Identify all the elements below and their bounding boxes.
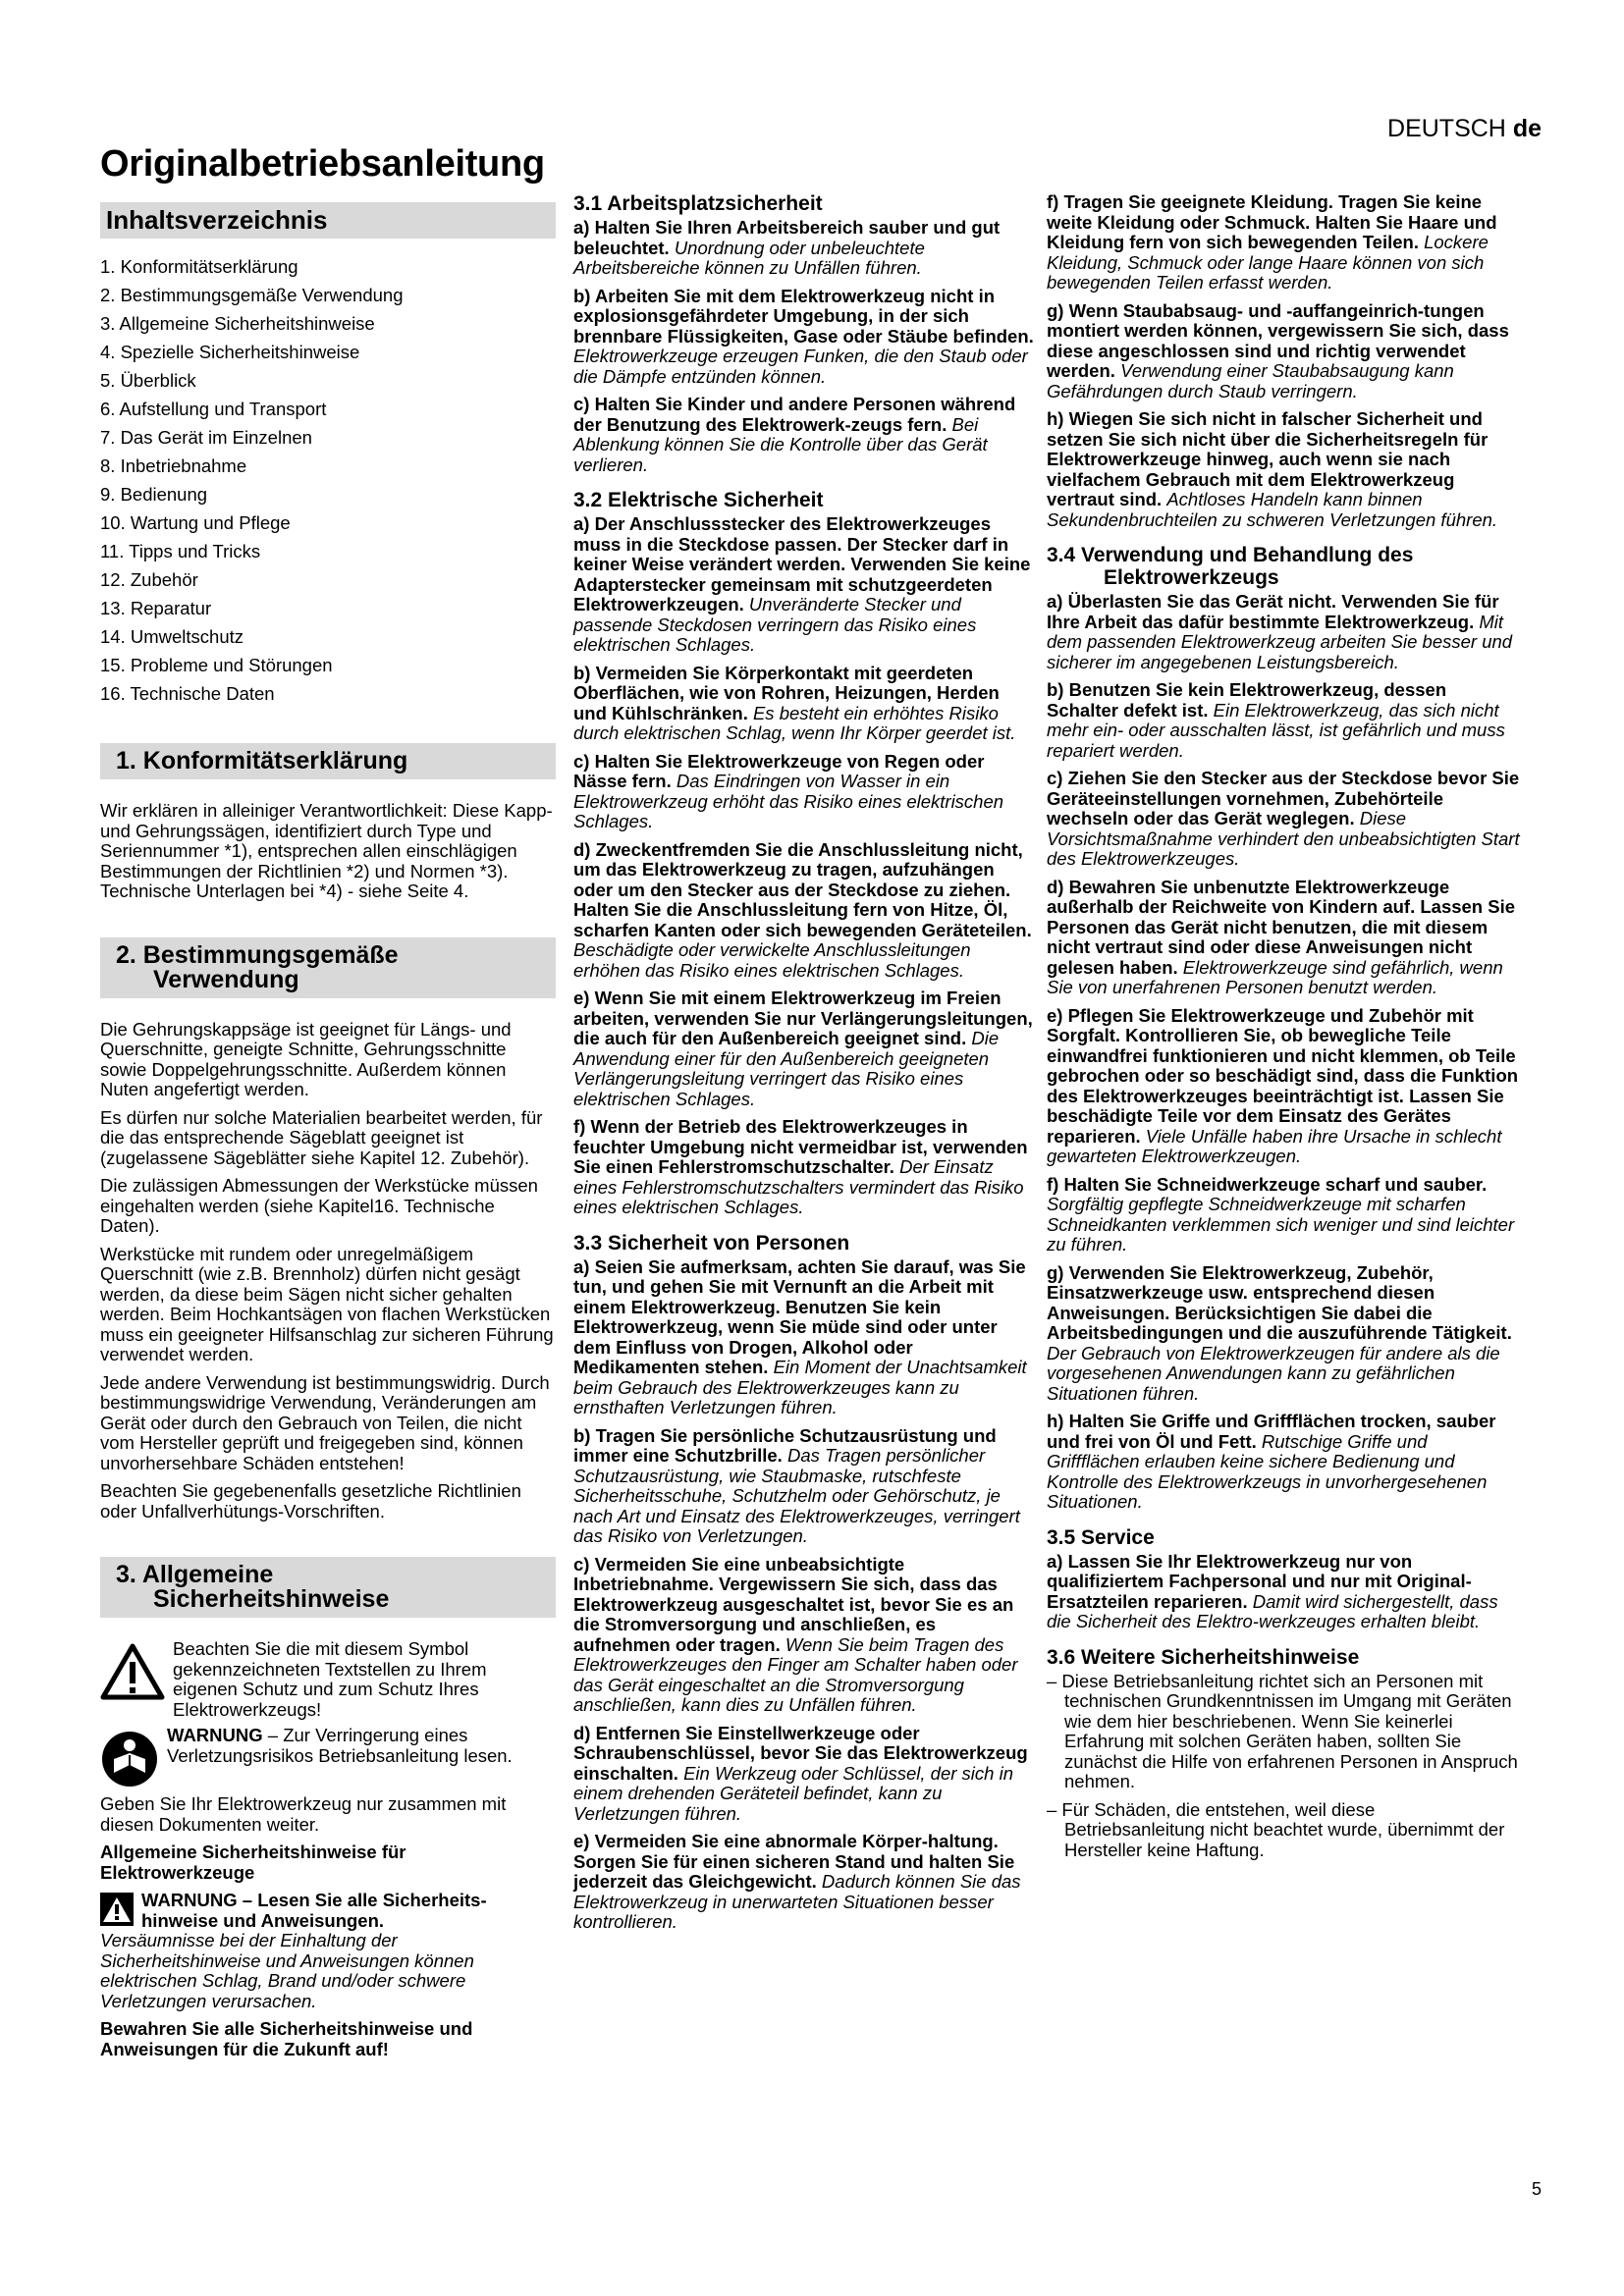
section-2-heading — [100, 937, 556, 998]
safety-item — [573, 1555, 1035, 1716]
usage-paragraph: Die Gehrungskappsäge ist geeignet für Längs- und Querschnitte, geneigte Schnitte, Gehrungsschnitte sowie Doppelgehrungsschnitte. Außerdem können Nuten angefertigt werden. — [100, 1018, 512, 1099]
subsection-3-2-heading: 3.2 Elektrische Sicherheit — [573, 489, 824, 511]
safety-item — [573, 664, 1035, 744]
section-2-heading-line2: Verwendung — [153, 965, 299, 993]
safety-item — [1047, 409, 1520, 530]
safety-item-rule: d) Entfernen Sie Einstellwerkzeuge oder Schraubenschlüssel, bevor Sie das Elektrowerkzeug einschalten. — [573, 1722, 1028, 1784]
safety-item-rule: b) Benutzen Sie kein Elektrowerkzeug, dessen Schalter defekt ist. — [1047, 679, 1447, 721]
safety-item-rule: d) Bewahren Sie unbenutzte Elektrowerkzeuge außerhalb der Reichweite von Kindern auf. Lassen Sie Personen das Gerät nicht benutzen, die mit diesem nicht vertraut sind oder diese Anweisungen nicht gelesen haben. — [1047, 876, 1516, 978]
safety-item-rule: b) Arbeiten Sie mit dem Elektrowerkzeug nicht in explosionsgefährdeter Umgebung, in der sich brennbare Flüssigkeiten, Gase oder Stäube befinden. — [573, 285, 1034, 347]
safety-item-rule: e) Wenn Sie mit einem Elektrowerkzeug im Freien arbeiten, verwenden Sie nur Verlängerungsleitungen, die auch für den Außenbereich geeignet sind. — [573, 988, 1033, 1048]
safety-item-reason: Ein Moment der Unachtsamkeit beim Gebrauch des Elektrowerkzeuges kann zu ernsthaften Verletzungen führen. — [573, 1357, 1027, 1417]
safety-item — [573, 1257, 1035, 1418]
safety-item — [1047, 769, 1520, 870]
general-safety-heading: Allgemeine Sicherheitshinweise für Elektrowerkzeuge — [100, 1842, 406, 1883]
safety-item-rule: a) Lassen Sie Ihr Elektrowerkzeug nur von qualifiziertem Fachpersonal und nur mit Original-Ersatzteilen reparieren. — [1047, 1550, 1472, 1612]
safety-item-reason: Ein Werkzeug oder Schlüssel, der sich in einem drehenden Geräteteil befindet, kann zu Verletzungen führen. — [573, 1762, 1013, 1824]
safety-item-rule: c) Halten Sie Elektrowerkzeuge von Regen oder Nässe fern. — [573, 750, 985, 791]
safety-item-reason: Es besteht ein erhöhtes Risiko durch elektrischen Schlag, wenn Ihr Körper geerdet ist. — [573, 702, 1016, 743]
toc-item: 5. Überblick — [100, 370, 196, 391]
safety-item — [573, 395, 1035, 475]
usage-paragraph: Die zulässigen Abmessungen der Werkstücke müssen eingehalten werden (siehe Kapitel16. Technische Daten). — [100, 1175, 538, 1236]
list-item: – Für Schäden, die entstehen, weil diese Betriebsanleitung nicht beachtet wurde, übernimmt der Hersteller keine Haftung. — [1047, 1798, 1505, 1860]
safety-item-reason: Rutschige Griffe und Griffflächen erlauben keine sichere Bedienung und Kontrolle des Elektrowerkzeugs in unvorhergesehenen Situationen. — [1047, 1430, 1488, 1512]
safety-item — [573, 218, 1035, 279]
read-all-warning-bold: WARNUNG – Lesen Sie alle Sicherheits-hinweise und Anweisungen. — [141, 1890, 487, 1931]
safety-item-reason: Der Einsatz eines Fehlerstromschutzschalters vermindert das Risiko eines elektrischen Schlages. — [573, 1156, 1024, 1217]
safety-item-reason: Verwendung einer Staubabsaugung kann Gefährdungen durch Staub verringern. — [1047, 360, 1454, 401]
toc-item: 2. Bestimmungsgemäße Verwendung — [100, 285, 404, 305]
safety-item — [1047, 1263, 1520, 1405]
list-item: – Diese Betriebsanleitung richtet sich an Personen mit technischen Grundkenntnissen im Umgang mit Geräten wie dem hier beschriebenen. Wenn Sie keinerlei Erfahrung mit solchen Geräten haben, sollten Sie zunächst die Hilfe von erfahrenen Personen in Anspruch nehmen. — [1047, 1670, 1518, 1791]
toc-item: 3. Allgemeine Sicherheitshinweise — [100, 313, 375, 334]
safety-item-rule: f) Halten Sie Schneidwerkzeuge scharf und sauber. — [1047, 1173, 1488, 1195]
safety-item-rule: b) Vermeiden Sie Körperkontakt mit geerdeten Oberflächen, wie von Rohren, Heizungen, Herden und Kühlschränken. — [573, 662, 1000, 723]
pass-on-text: Geben Sie Ihr Elektrowerkzeug nur zusammen mit diesen Dokumenten weiter. — [100, 1793, 507, 1835]
safety-item-reason: Lockere Kleidung, Schmuck oder lange Haare können von sich bewegenden Teilen erfasst werden. — [1047, 232, 1489, 293]
section-3-heading-line1: 3. Allgemeine — [116, 1561, 274, 1588]
toc-item: 14. Umweltschutz — [100, 626, 244, 647]
toc-item: 8. Inbetriebnahme — [100, 455, 247, 476]
safety-item — [1047, 301, 1520, 402]
safety-item-reason: Wenn Sie beim Tragen des Elektrowerkzeuges den Finger am Schalter haben oder das Gerät eingeschaltet an die Stromversorgung anschließen, kann dies zu Unfällen führen. — [573, 1633, 1018, 1715]
safety-item-rule: a) Halten Sie Ihren Arbeitsbereich sauber und gut beleuchtet. — [573, 217, 1001, 258]
toc-item: 11. Tipps und Tricks — [100, 541, 261, 561]
safety-item — [573, 514, 1035, 656]
section-1-heading: 1. Konformitätserklärung — [100, 743, 556, 779]
safety-item — [1047, 878, 1520, 998]
page-number: 5 — [1531, 2179, 1542, 2199]
toc-item: 16. Technische Daten — [100, 683, 275, 704]
safety-item — [1047, 1006, 1520, 1167]
safety-item-rule: d) Zweckentfremden Sie die Anschlussleitung nicht, um das Elektrowerkzeug zu tragen, aufzuhängen oder um den Stecker aus der Steckdose zu ziehen. Halten Sie die Anschlussleitung fern von Hitze, Öl, scharfen Kanten oder sich bewegenden Geräteteilen. — [573, 838, 1032, 940]
safety-item-reason: Die Anwendung einer für den Außenbereich geeigneten Verlängerungsleitung verringert das Risiko eines elektrischen Schlages. — [573, 1028, 1000, 1109]
safety-item-rule: f) Tragen Sie geeignete Kleidung. Tragen Sie keine weite Kleidung oder Schmuck. Halten Sie Haare und Kleidung fern von sich bewegenden Teilen. — [1047, 191, 1497, 252]
safety-item-reason: Sorgfältig gepflegte Schneidwerkzeuge mit scharfen Schneidkanten verklemmen sich weniger und sind leichter zu führen. — [1047, 1194, 1515, 1255]
section-2-heading-line1: 2. Bestimmungsgemäße — [116, 940, 399, 969]
warning-symbol-note — [100, 1639, 556, 1720]
safety-item-rule: e) Pflegen Sie Elektrowerkzeuge und Zubehör mit Sorgfalt. Kontrollieren Sie, ob bewegliche Teile einwandfrei funktionieren und nicht klemmen, ob Teile gebrochen oder so beschädigt sind, dass die Funktion des Elektrowerkzeuges beeinträchtigt ist. Lassen Sie beschädigte Teile vor dem Einsatz des Gerätes reparieren. — [1047, 1004, 1519, 1147]
warning-sign-icon — [100, 1893, 134, 1926]
section-3-heading — [100, 1557, 556, 1618]
safety-item — [1047, 1412, 1520, 1513]
symbol-note-text: Beachten Sie die mit diesem Symbol gekennzeichneten Textstellen zu Ihrem eigenen Schutz und zum Schutz Ihres Elektrowerkzeugs! — [173, 1639, 487, 1720]
column-1 — [100, 202, 556, 2067]
toc-item: 10. Wartung und Pflege — [100, 512, 291, 533]
safety-item-rule: c) Halten Sie Kinder und andere Personen während der Benutzung des Elektrowerk-zeugs fern. — [573, 394, 1016, 435]
warning-triangle-icon — [100, 1643, 165, 1700]
safety-item-reason: Damit wird sichergestellt, dass die Sicherheit des Elektro-werkzeuges erhalten bleibt. — [1047, 1590, 1498, 1631]
keep-instructions-text: Bewahren Sie alle Sicherheitshinweise und Anweisungen für die Zukunft auf! — [100, 2018, 473, 2059]
safety-item-reason: Achtloses Handeln kann binnen Sekundenbruchteilen zu schweren Verletzungen führen. — [1047, 489, 1498, 530]
usage-paragraph: Es dürfen nur solche Materialien bearbeitet werden, für die das entsprechende Sägeblatt geeignet ist (zugelassene Sägeblätter siehe Kapitel 12. Zubehör). — [100, 1106, 543, 1168]
safety-item-reason: Mit dem passenden Elektrowerkzeug arbeiten Sie besser und sicherer im angegebenen Leistungsbereich. — [1047, 611, 1513, 672]
safety-item — [573, 840, 1035, 982]
safety-item-reason: Das Tragen persönlicher Schutzausrüstung, wie Staubmaske, rutschfeste Sicherheitsschuhe, Schutzhelm oder Gehörschutz, je nach Art und Einsatz des Elektrowerkzeuges, verringert das Risiko von Verletzungen. — [573, 1445, 1020, 1546]
safety-item-reason: Das Eindringen von Wasser in ein Elektrowerkzeug erhöht das Risiko eines elektrischen Schlages. — [573, 771, 1004, 831]
safety-item — [1047, 592, 1520, 672]
safety-item-rule: b) Tragen Sie persönliche Schutzausrüstung und immer eine Schutzbrille. — [573, 1424, 997, 1466]
safety-item-reason: Unveränderte Stecker und passende Steckdosen verringern das Risiko eines elektrischen Schlages. — [573, 594, 977, 655]
further-notes-list — [1047, 1672, 1520, 1861]
safety-item-rule: h) Halten Sie Griffe und Griffflächen trocken, sauber und frei von Öl und Fett. — [1047, 1411, 1496, 1452]
subsection-3-4-heading-line2: Elektrowerkzeugs — [1104, 566, 1279, 589]
safety-item — [573, 287, 1035, 388]
page-title: Originalbetriebsanleitung — [100, 143, 545, 185]
safety-item — [573, 752, 1035, 832]
safety-item-rule: g) Wenn Staubabsaug- und -auffangeinrich-tungen montiert werden können, vergewissern Sie sich, dass diese angeschlossen sind und richtig verwendet werden. — [1047, 299, 1509, 381]
conformity-text: Wir erklären in alleiniger Verantwortlichkeit: Diese Kapp- und Gehrungssägen, identifiziert durch Type und Seriennummer *1), entsprechen allen einschlägigen Bestimmungen der Richtlinien *2) und Normen *3). Technische Unterlagen bei *4) - siehe Seite 4. — [100, 800, 553, 901]
language-label — [1387, 115, 1542, 143]
subsection-3-4-heading — [1047, 544, 1520, 589]
safety-item — [573, 1117, 1035, 1218]
usage-paragraph: Jede andere Verwendung ist bestimmungswidrig. Durch bestimmungswidrige Verwendung, Veränderungen am Gerät oder durch den Gebrauch von Teilen, die nicht vom Hersteller geprüft und freigegeben sind, können unvorhersehbare Schäden entstehen! — [100, 1371, 550, 1473]
safety-item-reason: Elektrowerkzeuge erzeugen Funken, die den Staub oder die Dämpfe entzünden können. — [573, 346, 1028, 387]
usage-paragraph: Werkstücke mit rundem oder unregelmäßigem Querschnitt (wie z.B. Brennholz) dürfen nicht gesägt werden, da diese beim Sägen nicht sicher gehalten werden. Beim Hochkantsägen von flachen Werkstücken muss ein geeigneter Hilfsanschlag zur sicheren Führung verwendet werden. — [100, 1243, 554, 1364]
read-all-warning-italic: Versäumnisse bei der Einhaltung der Sicherheitshinweise und Anweisungen können elektrischen Schlag, Brand und/oder schwere Verletzungen verursachen. — [100, 1930, 474, 2011]
warning-label: WARNUNG — [167, 1726, 263, 1745]
safety-item — [1047, 1552, 1520, 1632]
safety-item — [1047, 1175, 1520, 1255]
safety-item-rule: e) Vermeiden Sie eine abnormale Körper-haltung. Sorgen Sie für einen sicheren Stand und halten Sie jederzeit das Gleichgewicht. — [573, 1831, 1015, 1892]
safety-item — [573, 1724, 1035, 1825]
usage-paragraph: Beachten Sie gegebenenfalls gesetzliche Richtlinien oder Unfallverhütungs-Vorschriften. — [100, 1480, 521, 1522]
safety-item — [1047, 192, 1520, 294]
safety-item-reason: Bei Ablenkung können Sie die Kontrolle über das Gerät verlieren. — [573, 413, 988, 475]
safety-item-reason: Diese Vorsichtsmaßnahme verhindert den unbeabsichtigten Start des Elektrowerkzeuges. — [1047, 808, 1520, 869]
safety-item-reason: Ein Elektrowerkzeug, das sich nicht mehr ein- oder ausschalten lässt, ist gefährlich und muss repariert werden. — [1047, 699, 1505, 761]
safety-item-rule: a) Seien Sie aufmerksam, achten Sie darauf, was Sie tun, und gehen Sie mit Vernunft an die Arbeit mit einem Elektrowerkzeug. Benutzen Sie kein Elektrowerkzeug, wenn Sie müde sind oder unter dem Einfluss von Drogen, Alkohol oder Medikamenten stehen. — [573, 1255, 1026, 1377]
safety-item-rule: h) Wiegen Sie sich nicht in falscher Sicherheit und setzen Sie sich nicht über die Sicherheitsregeln für Elektrowerkzeuge hinweg, auch wenn sie nach vielfachem Gebrauch mit dem Elektrowerkzeug vertraut sind. — [1047, 408, 1489, 509]
safety-item-reason: Der Gebrauch von Elektrowerkzeugen für andere als die vorgesehenen Anwendungen kann zu gefährlichen Situationen führen. — [1047, 1342, 1500, 1404]
toc-heading: Inhaltsverzeichnis — [100, 202, 556, 239]
toc-item: 4. Spezielle Sicherheitshinweise — [100, 342, 360, 362]
toc-item: 12. Zubehör — [100, 569, 198, 590]
safety-item — [1047, 680, 1520, 761]
read-manual-icon — [100, 1730, 159, 1789]
safety-item — [573, 1832, 1035, 1933]
column-2 — [573, 192, 1035, 1941]
safety-item-reason: Unordnung oder unbeleuchtete Arbeitsbereiche können zu Unfällen führen. — [573, 237, 925, 278]
read-manual-warning — [100, 1726, 556, 1789]
safety-item-reason: Dadurch können Sie das Elektrowerkzeug in unerwarteten Situationen besser kontrollieren. — [573, 1871, 1021, 1932]
read-all-warning — [100, 1891, 556, 2011]
toc-item: 13. Reparatur — [100, 598, 212, 618]
safety-item — [573, 1426, 1035, 1547]
safety-item-reason: Viele Unfälle haben ihre Ursache in schlecht gewarteten Elektrowerkzeugen. — [1047, 1125, 1502, 1166]
toc-item: 15. Probleme und Störungen — [100, 655, 333, 675]
warning-text: – Zur Verringerung eines Verletzungsrisikos Betriebsanleitung lesen. — [167, 1726, 513, 1766]
subsection-3-4-heading-line1: 3.4 Verwendung und Behandlung des — [1047, 544, 1414, 566]
safety-item-rule: g) Verwenden Sie Elektrowerkzeug, Zubehör, Einsatzwerkzeuge usw. entsprechend diesen Anweisungen. Berücksichtigen Sie dabei die Arbeitsbedingungen und die auszuführende Tätigkeit. — [1047, 1261, 1512, 1343]
safety-item-rule: c) Ziehen Sie den Stecker aus der Steckdose bevor Sie Geräteeinstellungen vornehmen, Zubehörteile wechseln oder das Gerät weglegen. — [1047, 768, 1520, 828]
toc-item: 1. Konformitätserklärung — [100, 256, 298, 277]
toc-item: 6. Aufstellung und Transport — [100, 399, 327, 419]
section-3-heading-line2: Sicherheitshinweise — [153, 1585, 390, 1613]
safety-item-reason: Beschädigte oder verwickelte Anschlussleitungen erhöhen das Risiko eines elektrischen Schlages. — [573, 939, 971, 981]
safety-item-rule: a) Überlasten Sie das Gerät nicht. Verwenden Sie für Ihre Arbeit das dafür bestimmte Elektrowerkzeug. — [1047, 591, 1499, 632]
subsection-3-3-heading: 3.3 Sicherheit von Personen — [573, 1231, 850, 1255]
toc-item: 7. Das Gerät im Einzelnen — [100, 427, 312, 448]
subsection-3-1-heading: 3.1 Arbeitsplatzsicherheit — [573, 192, 823, 215]
toc-list — [100, 252, 556, 708]
language-name: DEUTSCH — [1387, 115, 1506, 142]
toc-item: 9. Bedienung — [100, 484, 208, 505]
subsection-3-6-heading: 3.6 Weitere Sicherheitshinweise — [1047, 1645, 1360, 1669]
safety-item-rule: c) Vermeiden Sie eine unbeabsichtigte Inbetriebnahme. Vergewissern Sie sich, dass das Elektrowerkzeug ausgeschaltet ist, bevor Sie es an die Stromversorgung und anschließen, es aufnehmen oder tragen. — [573, 1553, 1014, 1655]
safety-item — [573, 988, 1035, 1109]
language-code: de — [1512, 115, 1542, 142]
safety-item-rule: a) Der Anschlussstecker des Elektrowerkzeuges muss in die Steckdose passen. Der Stecker darf in keiner Weise verändert werden. Verwenden Sie keine Adapterstecker gemeinsam mit schutzgeerdeten Elektrowerkzeugen. — [573, 513, 1031, 614]
column-3 — [1047, 192, 1520, 1868]
subsection-3-5-heading: 3.5 Service — [1047, 1525, 1155, 1549]
safety-item-rule: f) Wenn der Betrieb des Elektrowerkzeuges in feuchter Umgebung nicht vermeidbar ist, verwenden Sie einen Fehlerstromschutzschalter. — [573, 1116, 1028, 1177]
safety-item-reason: Elektrowerkzeuge sind gefährlich, wenn Sie von unerfahrenen Personen benutzt werden. — [1047, 956, 1503, 997]
